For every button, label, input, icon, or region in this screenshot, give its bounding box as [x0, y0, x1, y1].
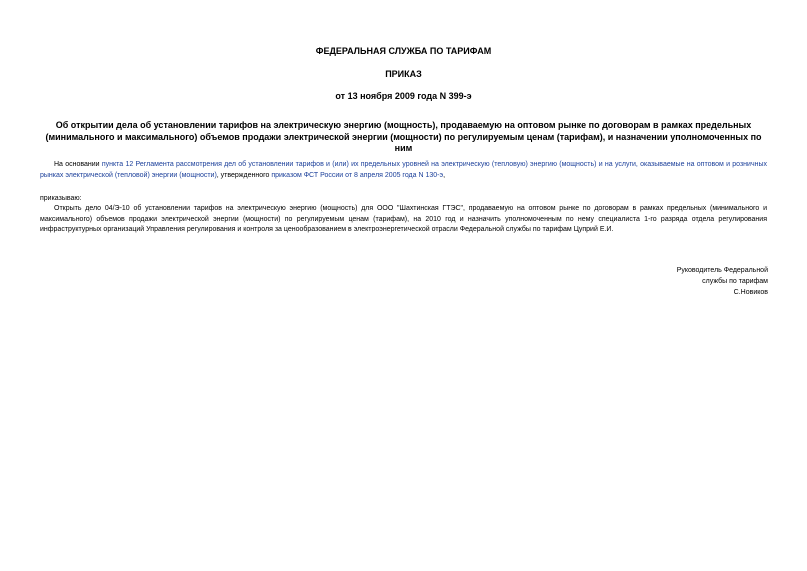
document-type: ПРИКАЗ	[385, 69, 422, 79]
order-link[interactable]: приказом ФСТ России от 8 апреля 2005 года N 130-э	[271, 171, 444, 179]
signature-agency: службы по тарифам	[702, 278, 768, 285]
agency-name: ФЕДЕРАЛЬНАЯ СЛУЖБА ПО ТАРИФАМ	[315, 46, 492, 56]
regulation-link[interactable]: пункта 12 Регламента рассмотрения дел об установлении тарифов и (или) их предельных уровней на электрическую (тепловую) энергию (мощность) и на услуги, оказываемые на оптовом и розничных рынках электрической (тепловой) энергии (мощности)	[40, 161, 767, 179]
document-date: от 13 ноября 2009 года N 399-э	[335, 91, 472, 101]
signature-position: Руководитель Федеральной	[676, 267, 768, 274]
action-paragraph: Открыть дело 04/Э-10 об установлении тарифов на электрическую энергию (мощность) для ООО "Шахтинская ГТЭС", продаваемую на оптовом рынке по договорам в рамках предельных (минимального и максимального) объемов продажи электрической энергии (мощности) по регулируемым ценам (тарифам), на 2010 год и назначить уполномоченным по нему специалиста 1-го разряда отдела регулирования инфраструктурных организаций Управления регулирования и контроля за ценообразованием в электроэнергетической отрасли Федеральной службы по тарифам Цуприй Е.И.	[40, 205, 767, 233]
basis-prefix: На основании	[54, 161, 102, 168]
signature-name: С.Новиков	[733, 289, 768, 296]
basis-suffix: ,	[443, 171, 446, 179]
document-title: Об открытии дела об установлении тарифов на электрическую энергию (мощность), продаваемую на оптовом рынке по договорам в рамках предельных (минимального и максимального) объемов продажи электрической энергии (мощности) по регулируемым ценам (тарифам), и назначении уполномоченных по ним	[45, 120, 762, 153]
basis-middle: , утвержденного	[216, 171, 272, 179]
basis-paragraph	[40, 160, 767, 181]
decided-line: приказываю:	[40, 195, 82, 202]
